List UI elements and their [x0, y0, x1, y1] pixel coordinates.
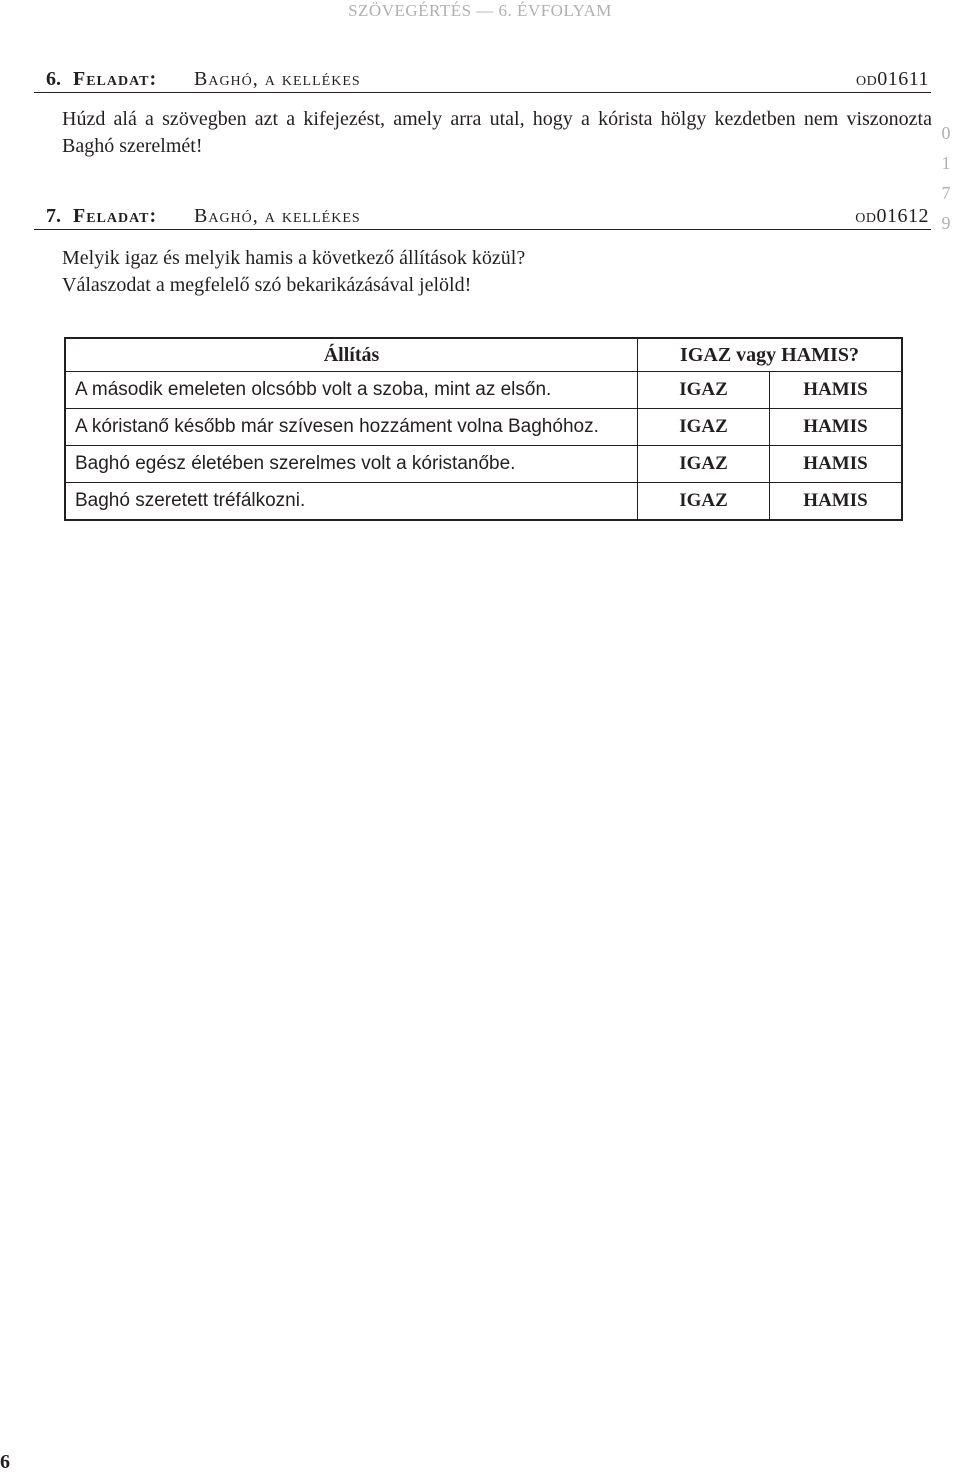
- instruction-line: Melyik igaz és melyik hamis a következő állítások közül?: [62, 247, 526, 269]
- statement-cell: Baghó szeretett tréfálkozni.: [65, 483, 638, 521]
- task-code: od01611: [856, 68, 929, 90]
- option-false[interactable]: HAMIS: [803, 379, 868, 400]
- table-header-row: [65, 338, 902, 372]
- option-false[interactable]: HAMIS: [770, 483, 903, 521]
- task-7-instructions: [62, 245, 932, 299]
- table-row: [65, 483, 902, 521]
- option-false[interactable]: HAMIS: [770, 409, 903, 446]
- table-row: [65, 409, 902, 446]
- score-code: 1: [941, 153, 951, 173]
- task-6-header: [34, 66, 931, 93]
- option-true[interactable]: IGAZ: [638, 483, 770, 521]
- true-false-table: [64, 337, 903, 521]
- task-code: od01612: [855, 205, 929, 227]
- page-number: 6: [0, 1451, 10, 1473]
- task-7-header: [34, 203, 931, 230]
- option-false[interactable]: HAMIS: [770, 446, 903, 483]
- task-6-instructions: [62, 106, 932, 160]
- header-statement: Állítás: [65, 338, 638, 372]
- statement-cell: Baghó egész életében szerelmes volt a kóristanőbe.: [65, 446, 638, 483]
- score-code: 0: [941, 123, 951, 143]
- table-row: [65, 372, 902, 409]
- score-codes: [936, 118, 956, 238]
- option-true[interactable]: IGAZ: [638, 372, 770, 409]
- option-true[interactable]: IGAZ: [638, 409, 770, 446]
- task-number: 6.: [46, 68, 61, 90]
- option-true[interactable]: IGAZ: [638, 446, 770, 483]
- instruction-line: Válaszodat a megfelelő szó bekarikázásával jelöld!: [62, 274, 472, 296]
- running-head: SZÖVEGÉRTÉS — 6. ÉVFOLYAM: [348, 1, 612, 20]
- table-row: [65, 446, 902, 483]
- score-code: 9: [941, 213, 951, 233]
- task-title: Baghó, a kellékes: [194, 68, 361, 90]
- statement-cell: A második emeleten olcsóbb volt a szoba, mint az elsőn.: [65, 372, 638, 409]
- score-code: 7: [941, 183, 951, 203]
- task-label: Feladat:: [73, 68, 158, 90]
- task-number: 7.: [46, 205, 61, 227]
- header-answer: IGAZ vagy HAMIS?: [638, 338, 903, 372]
- statement-cell: A kóristanő később már szívesen hozzáment volna Baghóhoz.: [65, 409, 638, 446]
- instruction-line: Húzd alá a szövegben azt a kifejezést, amely arra utal, hogy a kórista hölgy kezdetben nem viszonozta Baghó szerelmét!: [62, 108, 932, 157]
- task-title: Baghó, a kellékes: [194, 205, 361, 227]
- task-label: Feladat:: [73, 205, 158, 227]
